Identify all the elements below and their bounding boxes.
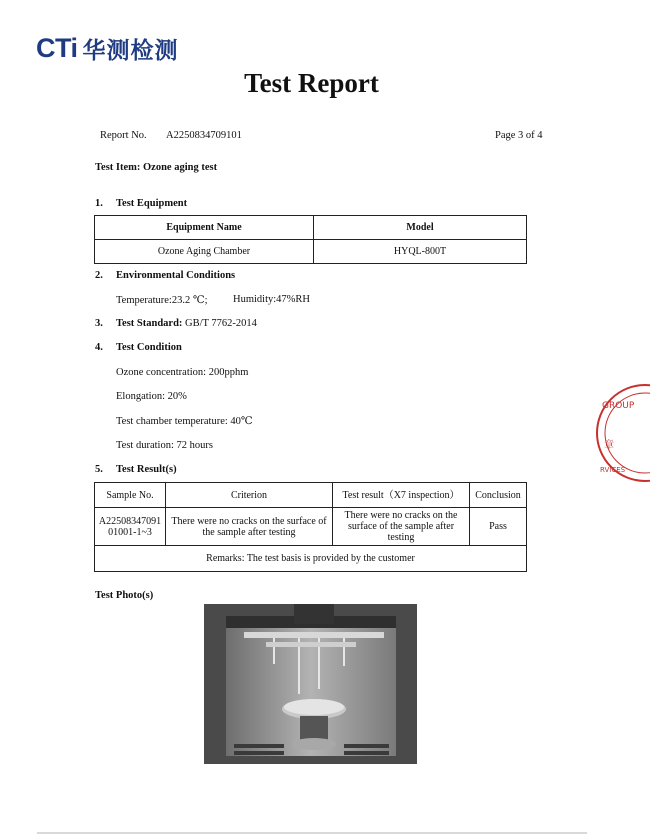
svg-text:章: 章 <box>604 440 614 451</box>
logo-brand: CTi <box>36 33 78 63</box>
section-environment-heading: 2. Environmental Conditions <box>95 270 236 281</box>
condition-temperature: Test chamber temperature: 40℃ <box>116 416 253 427</box>
report-no-value: A2250834709101 <box>166 130 242 141</box>
test-item: Test Item: Ozone aging test <box>95 162 218 173</box>
company-logo <box>36 32 179 65</box>
remarks-cell: Remarks: The test basis is provided by the customer <box>95 546 527 572</box>
results-header-criterion: Criterion <box>166 483 333 508</box>
equipment-header-model: Model <box>314 216 527 240</box>
equipment-table <box>94 215 527 264</box>
results-header-conclusion: Conclusion <box>470 483 527 508</box>
condition-duration: Test duration: 72 hours <box>116 440 213 451</box>
section-results-heading: 5. Test Result(s) <box>95 464 177 475</box>
svg-text:RVICES: RVICES <box>600 466 626 474</box>
results-header-test-result: Test result（X7 inspection） <box>333 483 470 508</box>
equipment-model-cell: HYQL-800T <box>314 240 527 264</box>
company-seal-stamp <box>590 378 650 488</box>
condition-ozone: Ozone concentration: 200pphm <box>116 367 249 378</box>
equipment-name-cell: Ozone Aging Chamber <box>95 240 314 264</box>
condition-elongation: Elongation: 20% <box>116 391 187 402</box>
page-indicator: Page 3 of 4 <box>495 130 543 141</box>
test-photos-label: Test Photo(s) <box>95 590 154 601</box>
env-humidity: Humidity:47%RH <box>233 294 311 305</box>
footer-divider <box>37 832 587 834</box>
result-criterion-cell: There were no cracks on the surface of the sample after testing <box>166 508 333 546</box>
results-header-sample: Sample No. <box>95 483 166 508</box>
section-condition-heading: 4. Test Condition <box>95 342 182 353</box>
result-value-cell: There were no cracks on the surface of the sample after testing <box>333 508 470 546</box>
svg-text:GROUP: GROUP <box>602 401 635 411</box>
report-no-label: Report No. <box>100 130 147 141</box>
env-temperature: Temperature:23.2 ℃; <box>116 295 208 306</box>
section-standard: 3. Test Standard: GB/T 7762-2014 <box>95 318 257 329</box>
section-equipment-heading: 1. Test Equipment <box>95 198 188 209</box>
results-table <box>94 482 527 572</box>
logo-name-cn: 华测检测 <box>82 38 179 64</box>
standard-value: GB/T 7762-2014 <box>185 318 257 329</box>
report-title: Test Report <box>244 68 379 98</box>
equipment-header-name: Equipment Name <box>95 216 314 240</box>
result-sample-cell: A22508347091 01001-1~3 <box>95 508 166 546</box>
test-photo <box>204 604 417 764</box>
result-conclusion-cell: Pass <box>470 508 527 546</box>
